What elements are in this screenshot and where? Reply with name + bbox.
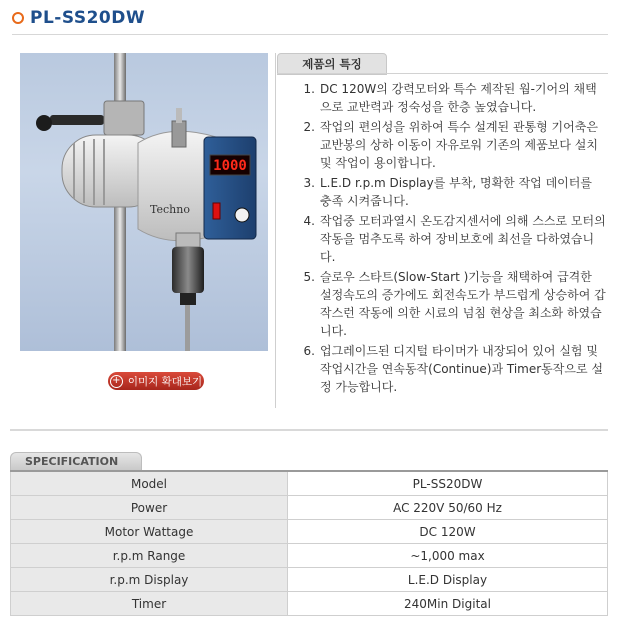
spec-value: 240Min Digital [288,592,608,616]
led-display-readout: 1000 [213,158,247,174]
feature-item [295,212,607,266]
specification-tab: SPECIFICATION [10,452,142,470]
product-photo [20,53,268,351]
orange-ring-bullet-icon [12,12,24,24]
spec-value: L.E.D Display [288,568,608,592]
page-title: PL-SS20DW [30,8,146,28]
spec-key: Timer [11,592,288,616]
zoom-button-label: 이미지 확대보기 [127,375,203,388]
image-zoom-button[interactable] [108,372,204,390]
feature-number: 2. [303,120,315,134]
spec-key: r.p.m Range [11,544,288,568]
feature-text: 슬로우 스타트(Slow-Start )기능을 채택하여 급격한 설정속도의 증가에도 회전속도가 부드럽게 상승하여 갑작스런 작동에 의한 시료의 넘침 현상을 최소화 하였습니다. [320,270,606,338]
feature-number: 3. [303,176,315,190]
title-underline [12,34,608,35]
vertical-divider [275,53,276,408]
feature-text: DC 120W의 강력모터와 특수 제작된 웜-기어의 채택으로 교반력과 정숙성을 한층 높였습니다. [320,82,597,114]
spec-key: Model [11,471,288,496]
feature-text: L.E.D r.p.m Display를 부착, 명확한 작업 데이터를 충족 시켜줍니다. [320,176,592,208]
table-row [11,568,608,592]
spec-value: PL-SS20DW [288,471,608,496]
spec-key: Motor Wattage [11,520,288,544]
table-row [11,496,608,520]
feature-number: 1. [303,82,315,96]
feature-item [295,80,607,116]
table-row [11,471,608,496]
feature-item [295,118,607,172]
feature-text: 업그레이드된 디지털 타이머가 내장되어 있어 실험 및 작업시간을 연속동작(Continue)과 Timer동작으로 설정 가능합니다. [320,344,603,394]
spec-key: Power [11,496,288,520]
feature-number: 5. [303,270,315,284]
spec-value: DC 120W [288,520,608,544]
title-row [12,6,145,30]
table-row [11,520,608,544]
techno-brand-label: Techno [150,203,190,216]
stirrer-illustration-icon [20,53,268,351]
feature-number: 6. [303,344,315,358]
features-tab: 제품의 특징 [277,53,387,75]
table-row [11,544,608,568]
feature-item [295,342,607,396]
feature-number: 4. [303,214,315,228]
table-row [11,592,608,616]
feature-item [295,268,607,340]
feature-list [295,80,607,398]
features-tab-underline [277,73,608,74]
feature-item [295,174,607,210]
feature-text: 작업중 모터과열시 온도감지센서에 의해 스스로 모터의 작동을 멈추도록 하여 장비보호에 최선을 다하였습니다. [320,214,606,264]
plus-circle-icon: + [110,375,123,388]
section-separator [10,429,608,431]
spec-value: AC 220V 50/60 Hz [288,496,608,520]
specification-table [10,470,608,616]
feature-text: 작업의 편의성을 위하여 특수 설계된 관통형 기어축은 교반봉의 상하 이동이 자유로워 기존의 제품보다 설치 및 작업이 용이합니다. [320,120,598,170]
spec-value: ~1,000 max [288,544,608,568]
spec-key: r.p.m Display [11,568,288,592]
